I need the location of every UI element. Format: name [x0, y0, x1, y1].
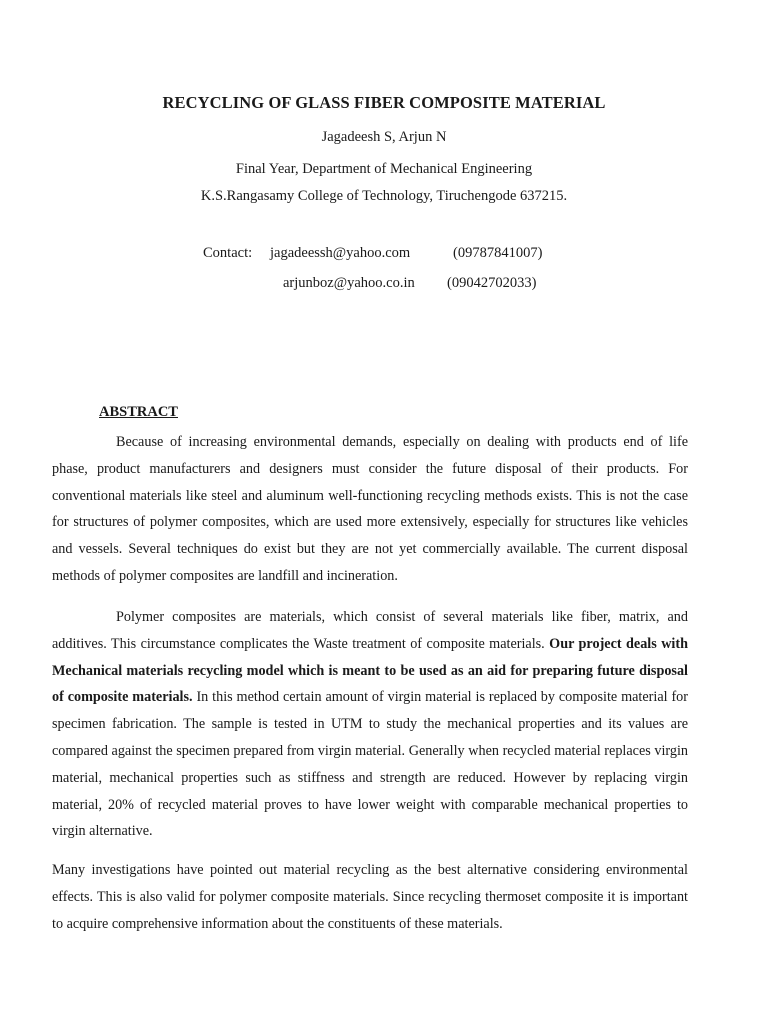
abstract-paragraph-2-bold: Our project deals with Mechanical materials recycling model which is meant to be used as an aid for preparing future disposal of composite materials. [52, 635, 688, 706]
contact-email-2: arjunboz@yahoo.co.in [283, 275, 415, 291]
abstract-paragraph-2-start: Polymer composites are materials, which consist of several materials like fiber, matrix, and additives. This circumstance complicates the Waste treatment of composite materials. [52, 609, 688, 652]
paper-title: RECYCLING OF GLASS FIBER COMPOSITE MATERIAL [162, 93, 606, 112]
author-department: Final Year, Department of Mechanical Engineering [235, 161, 533, 177]
contact-phone-2: (09042702033) [447, 275, 537, 291]
abstract-paragraph-1-text: Because of increasing environmental demands, especially on dealing with products end of life phase, product manufacturers and designers must consider the future disposal of their products. For conventional materials like steel and aluminum well-functioning recycling methods exists. This is not the case for structures of polymer composites, which are used more extensively, especially for structures like vehicles and vessels. Several techniques do exist but they are not yet commercially available. The current disposal methods of polymer composites are landfill and incineration. [52, 434, 688, 584]
contact-label: Contact: [203, 245, 253, 261]
abstract-heading: ABSTRACT [99, 404, 178, 420]
abstract-paragraph-3: Many investigations have pointed out material recycling as the best alternative considering environmental effects. This is also valid for polymer composite materials. Since recycling thermoset composite it is important to acquire comprehensive information about the constituents of these materials. [52, 862, 688, 932]
paper-authors: Jagadeesh S, Arjun N [321, 129, 447, 145]
contact-phone-1: (09787841007) [453, 245, 543, 261]
abstract-paragraph-2 [52, 604, 688, 845]
abstract-paragraph-1 [52, 429, 688, 590]
author-college: K.S.Rangasamy College of Technology, Tiruchengode 637215. [200, 188, 568, 204]
contact-email-1: jagadeessh@yahoo.com [270, 245, 411, 261]
abstract-paragraph-2-end: In this method certain amount of virgin material is replaced by composite material for specimen fabrication. The sample is tested in UTM to study the mechanical properties and its values are compared against the specimen prepared from virgin material. Generally when recycled material replaces virgin material, mechanical properties such as stiffness and strength are reduced. However by replacing virgin material, 20% of recycled material proves to have lower weight with comparable mechanical properties to virgin alternative. [52, 689, 688, 840]
